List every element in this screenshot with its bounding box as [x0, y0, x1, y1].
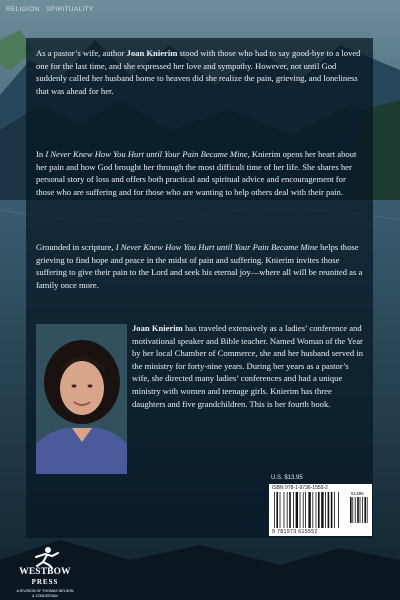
- barcode-bar: [325, 492, 326, 528]
- barcode-addon-bar: [357, 497, 359, 523]
- barcode-bar: [305, 492, 306, 528]
- para2-text-end: , Knierim opens her heart about her pain and how God brought her through the most difficult time of her life. She shares her personal story of loss and offers both practical and spiritual advice and encouragement for those who are suffering and for those who are wanting to help others deal with their pain.: [36, 149, 357, 197]
- publisher-name: [12, 567, 78, 587]
- para1-text-start: As a pastor’s wife, author: [36, 48, 127, 58]
- book-title: I Never Knew How You Hurt until Your Pain Became Mine: [115, 242, 318, 252]
- barcode-bar: [308, 492, 310, 528]
- barcode-addon-bar: [367, 497, 368, 523]
- barcode-addon-bar: [355, 497, 356, 523]
- isbn-text: ISBN 978-1-9736-1555-2: [272, 485, 328, 491]
- publisher-name-westbow: WESTBOW: [19, 567, 71, 577]
- runner-icon: [12, 545, 78, 569]
- barcode-bar: [296, 492, 298, 528]
- barcode-addon-bar: [350, 497, 352, 523]
- bio-text: has traveled extensively as a ladies’ conference and motivational speaker and Bible teacher. Named Woman of the Year by her local Chamber of Commerce, she and her husband served in the ministry for forty-nine years. During her years as a pastor’s wife, she directed many ladies’ conferences and had a unique ministry with women and teenage girls. Knierim has three daughters and five grandchildren. This is her fourth book.: [132, 323, 364, 409]
- barcode-bar: [289, 492, 291, 528]
- author-name: Joan Knierim: [126, 48, 178, 58]
- barcode-addon-bar: [360, 497, 361, 523]
- barcode-addon-bar: [362, 497, 363, 523]
- author-photo: [36, 324, 127, 474]
- publisher-tagline: [12, 589, 78, 598]
- publisher-tagline-line2: & ZONDERVAN: [32, 593, 58, 598]
- barcode-bar: [280, 492, 281, 528]
- barcode-bar: [312, 492, 313, 528]
- barcode-bar: [334, 492, 335, 528]
- bio-author-name: Joan Knierim: [132, 323, 183, 333]
- barcode-bar: [316, 492, 317, 528]
- description-paragraph-1: [36, 47, 366, 97]
- book-title: I Never Knew How You Hurt until Your Pain Became Mine: [45, 149, 248, 159]
- barcode-bar: [276, 492, 278, 528]
- para2-text-start: In: [36, 149, 46, 159]
- author-portrait-image: [36, 324, 127, 474]
- barcode-bar: [284, 492, 285, 528]
- barcode-bar: [338, 492, 339, 528]
- barcode-bar: [293, 492, 294, 528]
- para3-text-start: Grounded in scripture,: [36, 242, 116, 252]
- barcode-bar: [328, 492, 330, 528]
- publisher-tagline-line1: A DIVISION OF THOMAS NELSON: [16, 589, 74, 593]
- barcode-bar: [300, 492, 301, 528]
- barcode-addon-bar: [352, 497, 353, 523]
- barcode-bar: [274, 492, 275, 528]
- barcode-bar: [331, 492, 333, 528]
- publisher-logo: [12, 545, 78, 597]
- barcode-bar: [318, 492, 320, 528]
- barcode-bar: [321, 492, 323, 528]
- description-paragraph-2: [36, 148, 366, 198]
- para3-text-end: helps those grieving to find hope and peace in the midst of pain and suffering. Knierim invites those suffering to give their pain to the Lord and seek his eternal joy—where all will be reunited as a family once more.: [36, 242, 363, 290]
- barcode-bar: [303, 492, 304, 528]
- description-paragraph-3: [36, 241, 366, 291]
- barcode-bar: [287, 492, 288, 528]
- price-label: U.S. $13.95: [271, 475, 303, 481]
- isbn13-digits: 9 781973 615552: [272, 529, 318, 535]
- barcode-addon-number: 51395: [351, 491, 364, 496]
- isbn-barcode: [269, 484, 372, 536]
- publisher-name-press: PRESS: [31, 578, 59, 586]
- category-label: RELIGION · SPIRITUALITY: [6, 6, 94, 13]
- para1-text-end: stood with those who had to say good-bye to a loved one for the last time, and she expressed her love and sympathy. However, not until God suddenly called her husband home to heaven did she realize the pain, grieving, and loneliness that was ahead for her.: [36, 48, 361, 96]
- author-bio: [132, 322, 364, 410]
- barcode-addon-bar: [364, 497, 366, 523]
